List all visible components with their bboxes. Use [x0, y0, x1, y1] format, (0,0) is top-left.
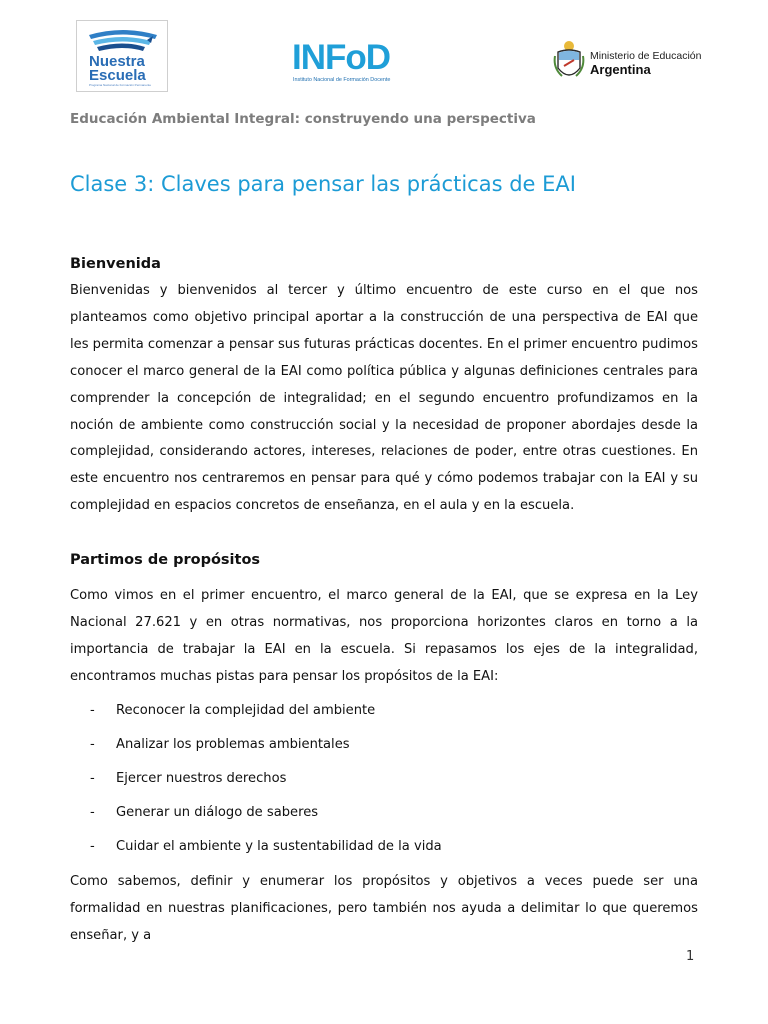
nuestra-escuela-subtitle: Programa Nacional de Formación Permanente: [89, 84, 152, 87]
propositos-list: [70, 699, 698, 869]
nuestra-word: Nuestra: [89, 53, 145, 70]
infod-wordmark: INFoD: [292, 38, 391, 77]
list-item-text: Analizar los problemas ambientales: [116, 737, 350, 752]
section-heading-bienvenida: Bienvenida: [70, 256, 161, 272]
list-item: [70, 801, 698, 835]
list-item-text: Ejercer nuestros derechos: [116, 771, 287, 786]
section-heading-propositos: Partimos de propósitos: [70, 552, 261, 568]
closing-paragraph: Como sabemos, definir y enumerar los propósitos y objetivos a veces puede ser una formalidad en nuestras planificaciones, pero también nos ayuda a delimitar lo que queremos enseñar, y a: [70, 874, 698, 943]
bullet-dash: -: [90, 771, 95, 786]
propositos-paragraph: Como vimos en el primer encuentro, el marco general de la EAI, que se expresa en la Ley Nacional 27.621 y en otras normativas, nos proporciona horizontes claros en torno a la importancia de trabajar la EAI en la escuela. Si repasamos los ejes de la integralidad, encontramos muchas pistas para pensar los propósitos de la EAI:: [70, 588, 698, 684]
argentina-shield-icon: [552, 38, 586, 84]
ministerio-country: Argentina: [590, 62, 651, 77]
bullet-dash: -: [90, 737, 95, 752]
list-item-text: Cuidar el ambiente y la sustentabilidad de la vida: [116, 839, 442, 854]
course-title: Educación Ambiental Integral: construyendo una perspectiva: [70, 111, 536, 127]
class-title: Clase 3: Claves para pensar las prácticas de EAI: [70, 172, 576, 196]
infod-subtitle: Instituto Nacional de Formación Docente: [293, 77, 391, 83]
bullet-dash: -: [90, 703, 95, 718]
bullet-dash: -: [90, 839, 95, 854]
infod-logo: [292, 40, 416, 84]
list-item-text: Generar un diálogo de saberes: [116, 805, 319, 820]
bullet-dash: -: [90, 805, 95, 820]
list-item: [70, 835, 698, 869]
nuestra-escuela-logo: [76, 20, 168, 92]
page-number: 1: [686, 949, 695, 964]
escuela-stripes-icon: [85, 27, 161, 53]
list-item-text: Reconocer la complejidad del ambiente: [116, 703, 376, 718]
list-item: [70, 733, 698, 767]
list-item: [70, 767, 698, 801]
list-item: [70, 699, 698, 733]
ministerio-name: Ministerio de Educación: [590, 50, 702, 62]
ministerio-logo: [552, 38, 702, 84]
escuela-word: Escuela: [89, 67, 146, 84]
bienvenida-paragraph: Bienvenidas y bienvenidos al tercer y último encuentro de este curso en el que nos planteamos como objetivo principal aportar a la construcción de una perspectiva de EAI que les permita comenzar a pensar sus futuras prácticas docentes. En el primer encuentro pudimos conocer el marco general de la EAI como política pública y algunas definiciones centrales para comprender la concepción de integralidad; en el segundo encuentro profundizamos en la noción de ambiente como construcción social y la necesidad de proponer abordajes desde la complejidad, considerando actores, intereses, relaciones de poder, entre otras cuestiones. En este encuentro nos centraremos en pensar para qué y cómo podemos trabajar con la EAI y su complejidad en espacios concretos de enseñanza, en el aula y en la escuela.: [70, 283, 698, 514]
